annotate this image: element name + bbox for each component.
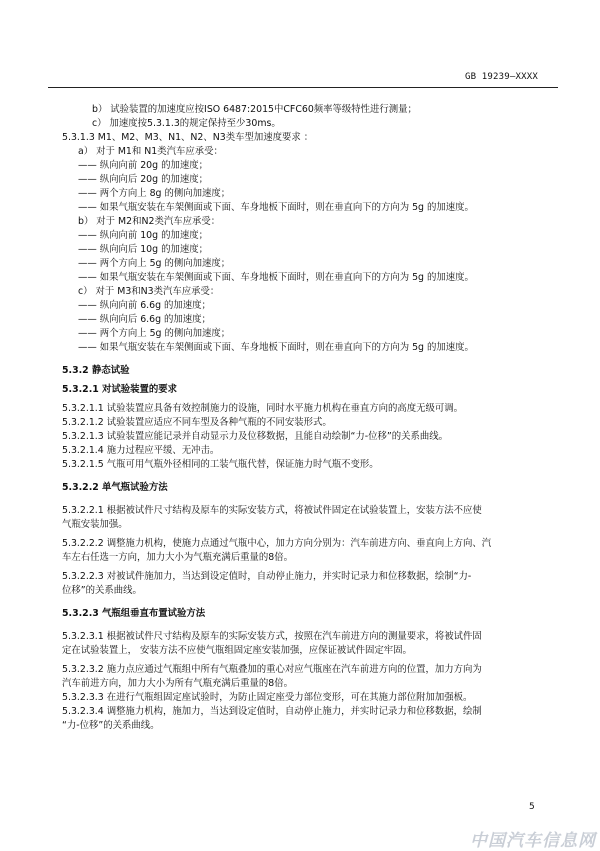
list-item: —— 两个方向上 5g 的侧向加速度； bbox=[78, 328, 231, 339]
clause-5-3-2-3-2-line2: 汽车前进方向，加力大小为所有气瓶充满后重量的8倍。 bbox=[62, 678, 293, 689]
clause-5-3-2-2-3-line1: 5.3.2.2.3 对被试件施加力，当达到设定值时，自动停止施力，并实时记录力和位移数据，绘制“力- bbox=[62, 571, 472, 582]
list-item: —— 纵向向前 6.6g 的加速度； bbox=[78, 300, 211, 311]
clause-heading-5-3-2-1: 5.3.2.1 对试验装置的要求 bbox=[62, 384, 178, 395]
list-item: —— 两个方向上 8g 的侧向加速度； bbox=[78, 188, 231, 199]
list-item: —— 纵向向前 10g 的加速度； bbox=[78, 230, 208, 241]
clause-heading-5-3-2-3: 5.3.2.3 气瓶组垂直布置试验方法 bbox=[62, 608, 206, 619]
document-body bbox=[62, 103, 546, 733]
item-c: c） 加速度按5.3.1.3的规定保持至少30ms。 bbox=[92, 118, 281, 129]
clause-5-3-2-3-4-line2: “力-位移”的关系曲线。 bbox=[62, 720, 160, 731]
list-item: —— 两个方向上 5g 的侧向加速度； bbox=[78, 258, 231, 269]
list-item: —— 如果气瓶安装在车架侧面或下面、车身地板下面时，则在垂直向下的方向为 5g 的加速度。 bbox=[78, 272, 474, 283]
clause-5-3-2-3-3: 5.3.2.3.3 在进行气瓶组固定座试验时，为防止固定座受力部位变形，可在其施力部位附加加强板。 bbox=[62, 692, 473, 703]
page-number: 5 bbox=[529, 802, 535, 812]
list-item: —— 纵向向前 20g 的加速度； bbox=[78, 160, 208, 171]
header-rule bbox=[48, 87, 558, 88]
list-c-title: c） 对于 M3和N3类汽车应承受： bbox=[78, 286, 220, 297]
clause-5-3-2-1-5: 5.3.2.1.5 气瓶可用气瓶外径相同的工装气瓶代替，保证施力时气瓶不变形。 bbox=[62, 459, 379, 470]
list-item: —— 纵向向后 6.6g 的加速度； bbox=[78, 314, 211, 325]
clause-5-3-2-2-3-line2: 位移”的关系曲线。 bbox=[62, 585, 142, 596]
section-heading-5-3-2: 5.3.2 静态试验 bbox=[62, 365, 130, 376]
clause-heading-5-3-2-2: 5.3.2.2 单气瓶试验方法 bbox=[62, 482, 168, 493]
standard-number: GB 19239—XXXX bbox=[464, 72, 538, 82]
clause-5-3-2-3-1-line1: 5.3.2.3.1 根据被试件尺寸结构及原车的实际安装方式，按照在汽车前进方向的测量要求，将被试件固 bbox=[62, 631, 482, 642]
clause-5-3-2-2-2-line2: 车左右任选一方向，加力大小为气瓶充满后重量的8倍。 bbox=[62, 552, 293, 563]
clause-5-3-2-2-1-line2: 气瓶安装加强。 bbox=[62, 519, 128, 530]
list-item: —— 如果气瓶安装在车架侧面或下面、车身地板下面时，则在垂直向下的方向为 5g 的加速度。 bbox=[78, 202, 474, 213]
list-item: —— 纵向向后 10g 的加速度； bbox=[78, 244, 208, 255]
clause-5-3-2-2-2-line1: 5.3.2.2.2 调整施力机构，使施力点通过气瓶中心，加力方向分别为：汽车前进方向、垂直向上方向、汽 bbox=[62, 538, 492, 549]
list-a-title: a） 对于 M1和 N1类汽车应承受： bbox=[78, 146, 223, 157]
clause-5-3-2-2-1-line1: 5.3.2.2.1 根据被试件尺寸结构及原车的实际安装方式，将被试件固定在试验装置上，安装方法不应使 bbox=[62, 505, 482, 516]
clause-5-3-2-3-1-line2: 定在试验装置上， 安装方法不应使气瓶组固定座安装加强，应保证被试件固定牢固。 bbox=[62, 645, 412, 656]
clause-5-3-2-1-3: 5.3.2.1.3 试验装置应能记录并自动显示力及位移数据，且能自动绘制“力-位移”的关系曲线。 bbox=[62, 431, 448, 442]
list-item: —— 纵向向后 20g 的加速度； bbox=[78, 174, 208, 185]
item-b: b） 试验装置的加速度应按ISO 6487:2015中CFC60频率等级特性进行测量； bbox=[92, 104, 417, 115]
clause-5-3-2-3-2-line1: 5.3.2.3.2 施力点应通过气瓶组中所有气瓶叠加的重心对应气瓶座在汽车前进方向的位置，加力方向为 bbox=[62, 664, 482, 675]
list-item: —— 如果气瓶安装在车架侧面或下面、车身地板下面时，则在垂直向下的方向为 5g 的加速度。 bbox=[78, 342, 474, 353]
list-b-title: b） 对于 M2和N2类汽车应承受： bbox=[78, 216, 221, 227]
clause-5-3-2-1-2: 5.3.2.1.2 试验装置应适应不同车型及各种气瓶的不同安装形式。 bbox=[62, 417, 332, 428]
clause-5-3-2-3-4-line1: 5.3.2.3.4 调整施力机构，施加力，当达到设定值时，自动停止施力，并实时记录力和位移数据，绘制 bbox=[62, 706, 482, 717]
clause-5-3-2-1-1: 5.3.2.1.1 试验装置应具备有效控制施力的设施，同时水平施力机构在垂直方向的高度无级可调。 bbox=[62, 403, 463, 414]
clause-5-3-1-3: 5.3.1.3 M1、M2、M3、N1、N2、N3类车型加速度要求 ： bbox=[62, 132, 314, 143]
clause-5-3-2-1-4: 5.3.2.1.4 施力过程应平缓、无冲击。 bbox=[62, 445, 220, 456]
watermark-logo: 中国汽车信息网 bbox=[470, 831, 596, 851]
